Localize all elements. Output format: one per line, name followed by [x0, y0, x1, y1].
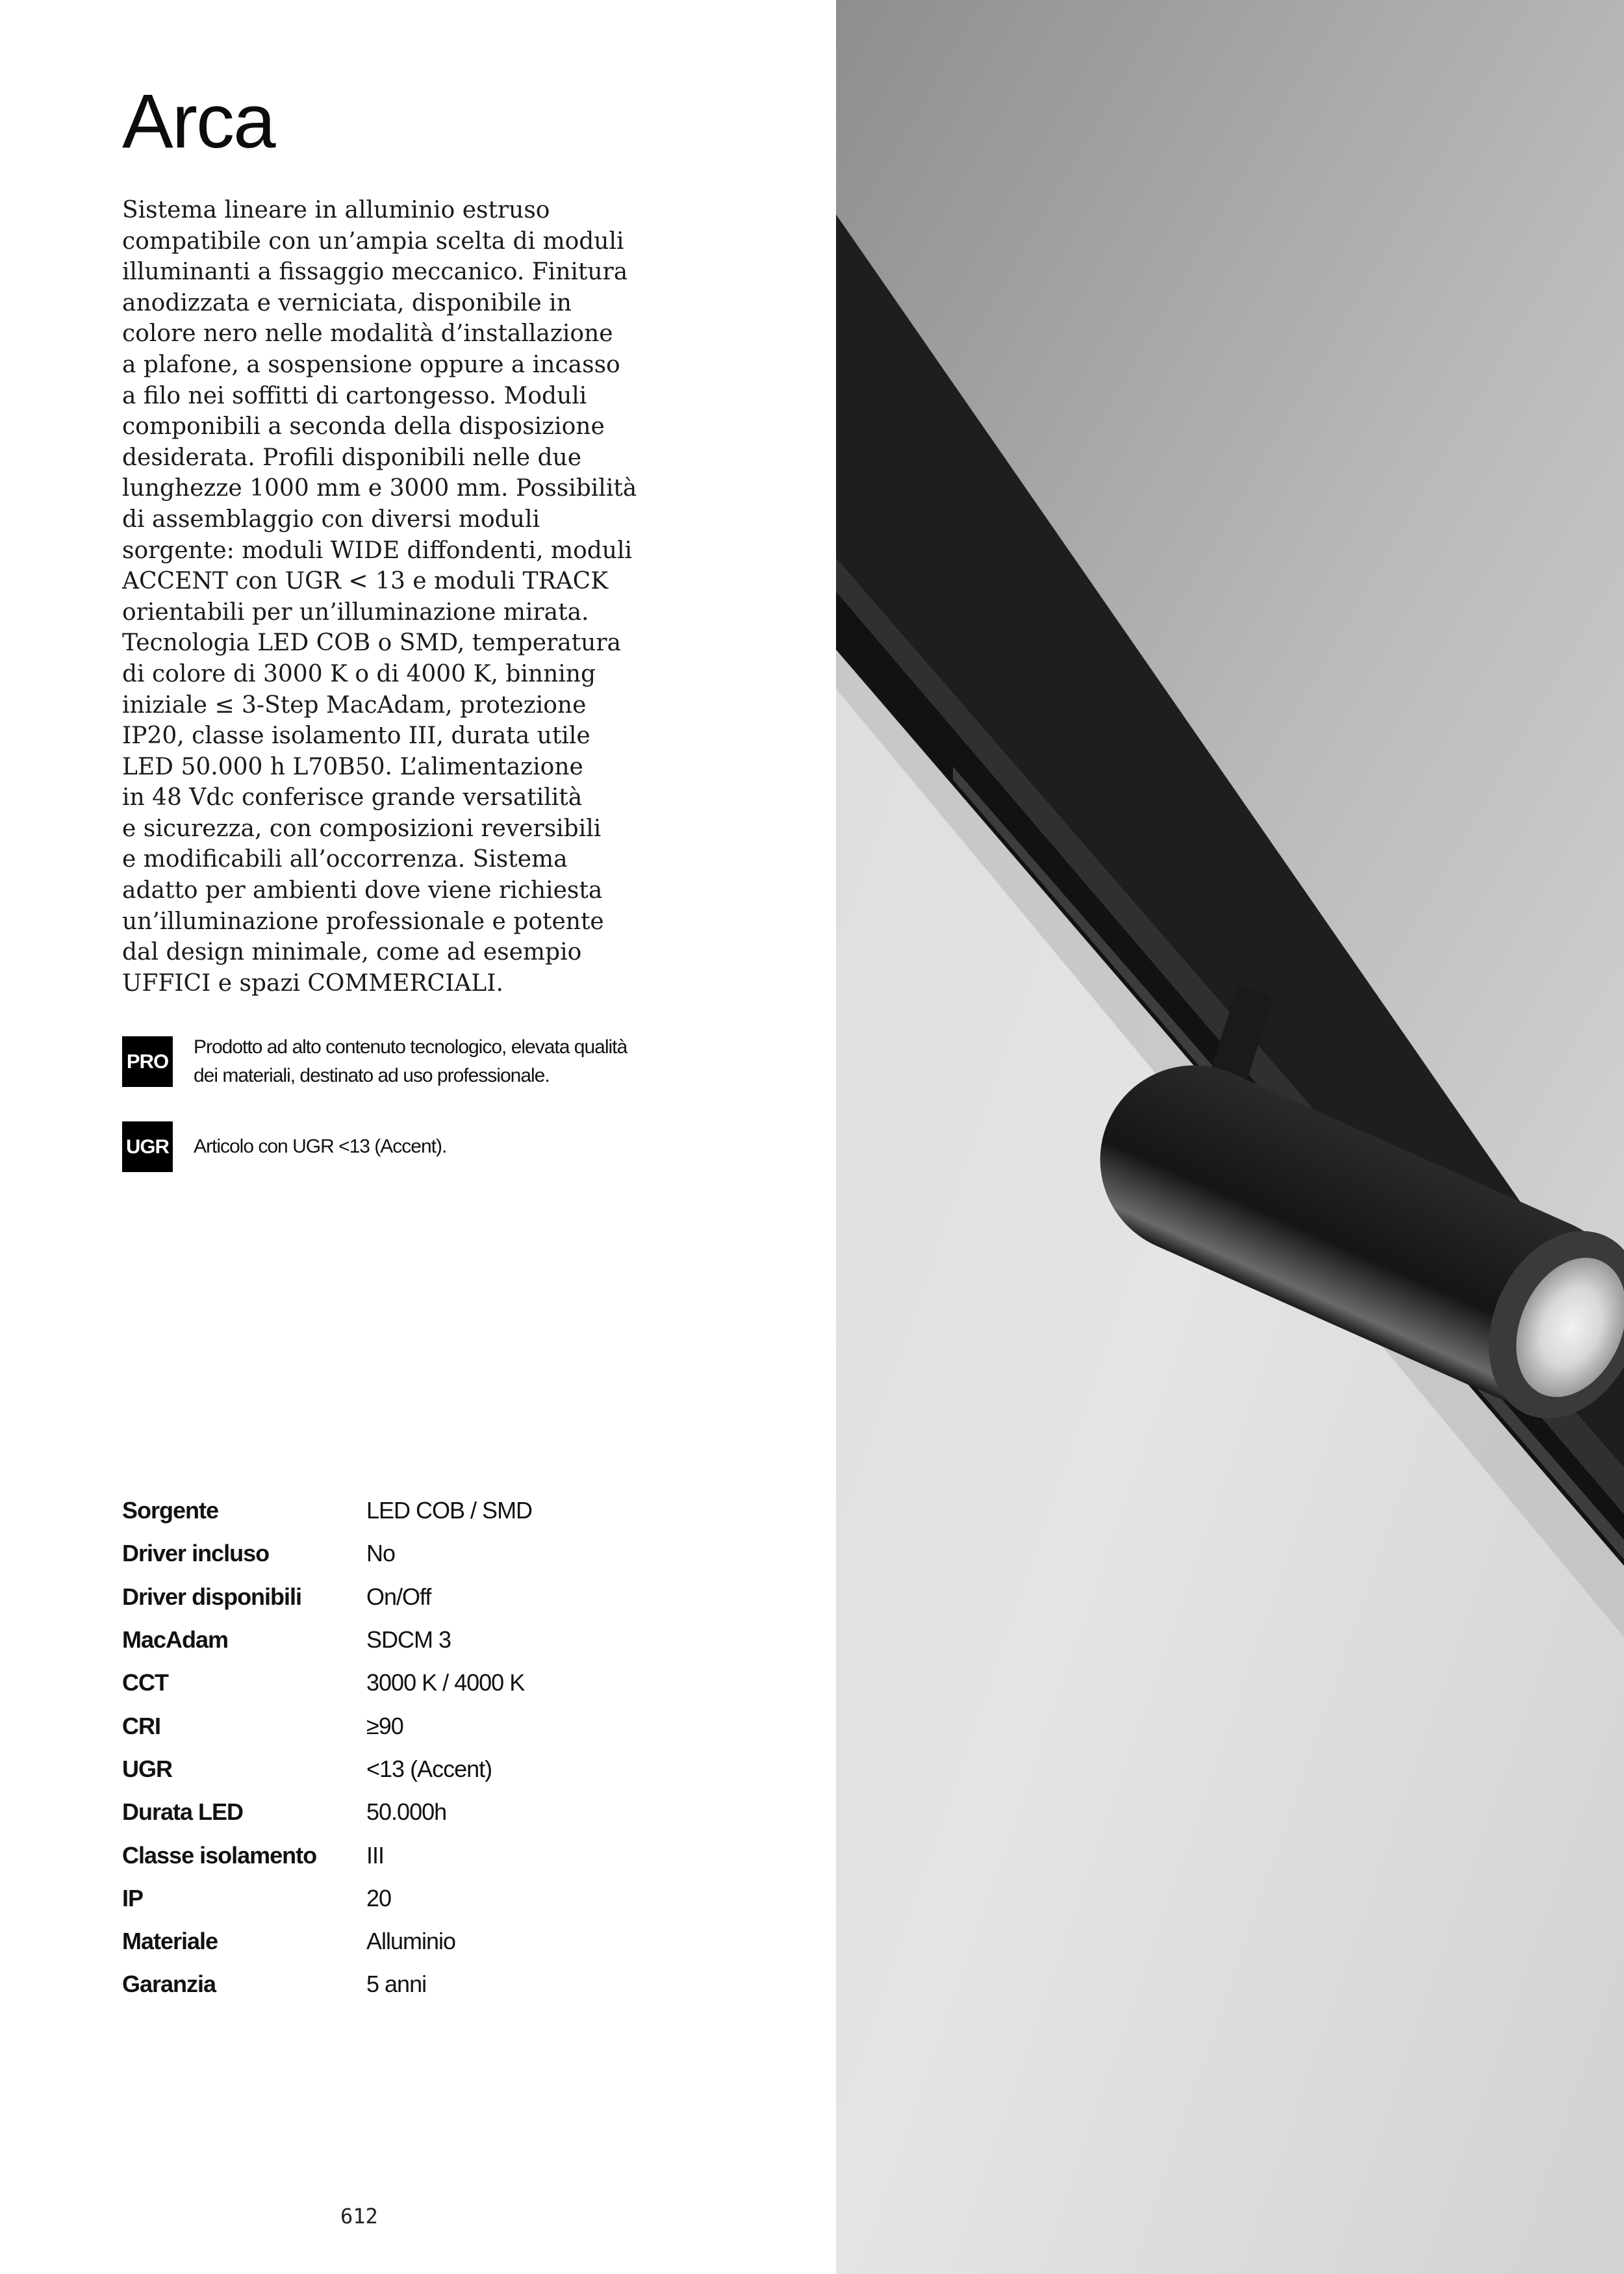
description-line: illuminanti a fissaggio meccanico. Finitura	[122, 259, 628, 286]
track-light-illustration	[836, 0, 1624, 2274]
spec-label: Garanzia	[122, 1971, 216, 1998]
spec-value: 5 anni	[366, 1971, 427, 1998]
spec-value: 3000 K / 4000 K	[366, 1669, 525, 1696]
spec-value: III	[366, 1841, 385, 1869]
spec-value: LED COB / SMD	[366, 1497, 533, 1524]
badge-text-line: Prodotto ad alto contenuto tecnologico, elevata qualità	[194, 1036, 628, 1058]
spec-label: UGR	[122, 1755, 172, 1782]
ugr-badge-row	[122, 1121, 446, 1172]
description-line: LED 50.000 h L70B50. L’alimentazione	[122, 753, 583, 780]
description-line: componibili a seconda della disposizione	[122, 413, 605, 441]
description-line: in 48 Vdc conferisce grande versatilità	[122, 784, 583, 811]
spec-row	[122, 1833, 532, 1876]
spec-label: Classe isolamento	[122, 1841, 317, 1869]
spec-value: ≥90	[366, 1712, 403, 1739]
spec-row	[122, 1532, 532, 1575]
spec-label: MacAdam	[122, 1626, 229, 1654]
spec-label: Materiale	[122, 1928, 218, 1955]
spec-value: 50.000h	[366, 1798, 447, 1826]
spec-row	[122, 1704, 532, 1747]
spec-row	[122, 1618, 532, 1661]
description-line: orientabili per un’illuminazione mirata.	[122, 598, 589, 626]
description-line: e sicurezza, con composizioni reversibili	[122, 815, 602, 842]
spec-label: CCT	[122, 1669, 168, 1696]
description-line: un’illuminazione professionale e potente	[122, 908, 604, 935]
ugr-badge: UGR	[122, 1121, 173, 1172]
description-line: anodizzata e verniciata, disponibile in	[122, 289, 572, 316]
description-line: a filo nei soffitti di cartongesso. Moduli	[122, 382, 587, 409]
pro-badge-description	[194, 1033, 627, 1090]
spec-row	[122, 1920, 532, 1963]
spec-row	[122, 1877, 532, 1920]
spec-label: Driver incluso	[122, 1540, 270, 1567]
description-line: sorgente: moduli WIDE diffondenti, moduli	[122, 537, 633, 564]
spec-row	[122, 1489, 532, 1532]
description-line: colore nero nelle modalità d’installazione	[122, 320, 613, 348]
product-description	[122, 195, 668, 999]
description-line: compatibile con un’ampia scelta di moduli	[122, 227, 624, 255]
pro-badge-row	[122, 1033, 627, 1090]
spec-value: 20	[366, 1884, 392, 1911]
spec-label: Sorgente	[122, 1497, 219, 1524]
pro-badge: PRO	[122, 1036, 173, 1087]
product-title: Arca	[122, 79, 275, 164]
description-line: iniziale ≤ 3-Step MacAdam, protezione	[122, 691, 587, 719]
description-line: ACCENT con UGR < 13 e moduli TRACK	[122, 568, 609, 595]
product-photo	[836, 0, 1624, 2274]
description-line: IP20, classe isolamento III, durata utile	[122, 722, 590, 750]
spec-label: CRI	[122, 1712, 160, 1739]
spec-row	[122, 1748, 532, 1791]
spec-value: No	[366, 1540, 396, 1567]
description-line: e modificabili all’occorrenza. Sistema	[122, 846, 568, 873]
spec-label: Durata LED	[122, 1798, 244, 1826]
spec-table	[122, 1489, 532, 2006]
description-line: Tecnologia LED COB o SMD, temperatura	[122, 630, 622, 657]
spec-value: <13 (Accent)	[366, 1755, 492, 1782]
spec-row	[122, 1576, 532, 1618]
spec-row	[122, 1791, 532, 1833]
description-line: UFFICI e spazi COMMERCIALI.	[122, 969, 503, 997]
spec-row	[122, 1661, 532, 1704]
description-line: adatto per ambienti dove viene richiesta	[122, 877, 603, 904]
description-line: di assemblaggio con diversi moduli	[122, 505, 540, 533]
page-number: 612	[340, 2204, 378, 2229]
description-line: desiderata. Profili disponibili nelle due	[122, 444, 582, 471]
spec-value: On/Off	[366, 1583, 431, 1610]
spec-label: Driver disponibili	[122, 1583, 302, 1610]
ugr-badge-description	[194, 1132, 446, 1161]
spec-value: Alluminio	[366, 1928, 456, 1955]
spec-label: IP	[122, 1884, 144, 1911]
spec-value: SDCM 3	[366, 1626, 451, 1654]
description-line: Sistema lineare in alluminio estruso	[122, 197, 550, 224]
spec-row	[122, 1963, 532, 2006]
description-line: lunghezze 1000 mm e 3000 mm. Possibilità	[122, 475, 637, 502]
badge-text-line: dei materiali, destinato ad uso professionale.	[194, 1065, 550, 1086]
description-line: a plafone, a sospensione oppure a incasso	[122, 351, 620, 378]
description-line: di colore di 3000 K o di 4000 K, binning	[122, 660, 596, 687]
description-line: dal design minimale, come ad esempio	[122, 939, 582, 966]
badge-text-line: Articolo con UGR <13 (Accent).	[194, 1136, 447, 1157]
